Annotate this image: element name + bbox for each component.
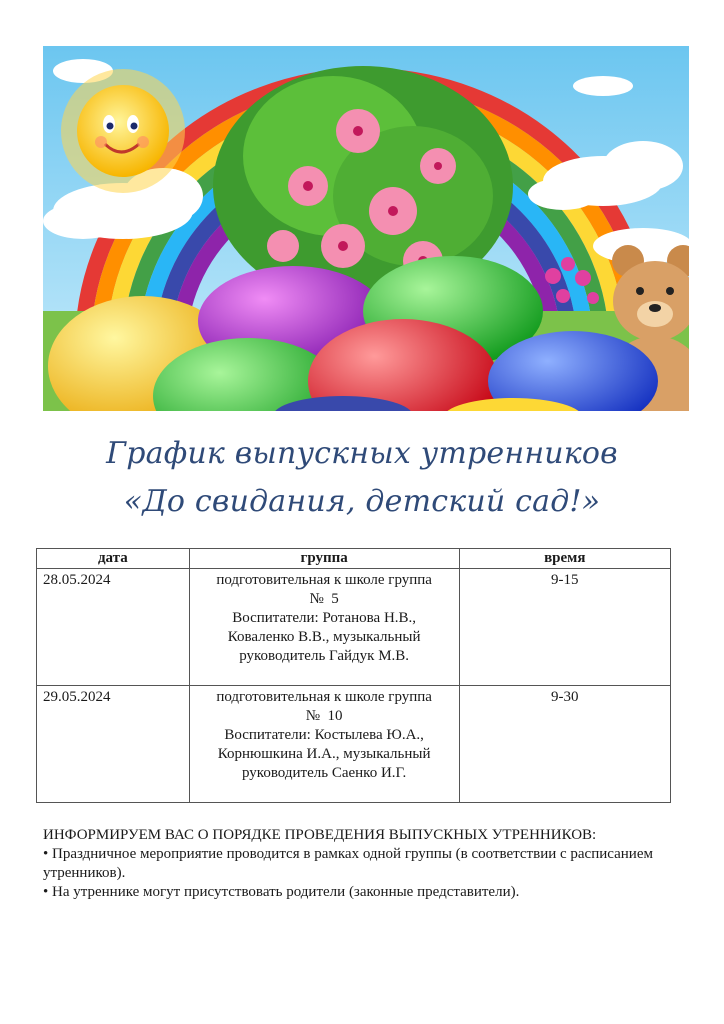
row-group [189,686,459,803]
info-block [43,826,683,902]
table-header-row [37,549,671,569]
group-line: Воспитатели: Ротанова Н.В., [232,610,417,626]
group-number: № 10 [305,708,343,724]
row-date: 28.05.2024 [37,569,190,686]
row-time: 9-15 [459,569,670,686]
sun [61,69,185,193]
group-line: Воспитатели: Костылева Ю.А., [224,727,424,743]
header-time: время [459,549,670,569]
page-title-line-1: График выпускных утренников [106,436,618,471]
table-row [37,569,671,686]
header-group: группа [189,549,459,569]
group-line: подготовительная к школе группа [216,689,432,705]
row-group [189,569,459,686]
row-date: 29.05.2024 [37,686,190,803]
group-line: руководитель Гайдук М.В. [239,648,410,664]
group-line: подготовительная к школе группа [216,572,432,588]
group-line: Корнюшкина И.А., музыкальный [217,746,431,762]
table-row [37,686,671,803]
group-line: Коваленко В.В., музыкальный [227,629,421,645]
info-bullet: • На утреннике могут присутствовать родители (законные представители). [43,884,520,900]
page-title-line-2: «До свидания, детский сад!» [123,484,601,519]
header-illustration [43,46,689,411]
row-time: 9-30 [459,686,670,803]
group-line: руководитель Саенко И.Г. [242,765,407,781]
info-bullet: • Праздничное мероприятие проводится в рамках одной группы (в соответствии с расписанием утренников). [43,846,653,881]
header-date: дата [37,549,190,569]
info-heading: ИНФОРМИРУЕМ ВАС О ПОРЯДКЕ ПРОВЕДЕНИЯ ВЫПУСКНЫХ УТРЕННИКОВ: [43,827,597,843]
schedule-table [36,548,671,803]
group-number: № 5 [309,591,339,607]
spring-rainbow-picture [43,46,689,411]
